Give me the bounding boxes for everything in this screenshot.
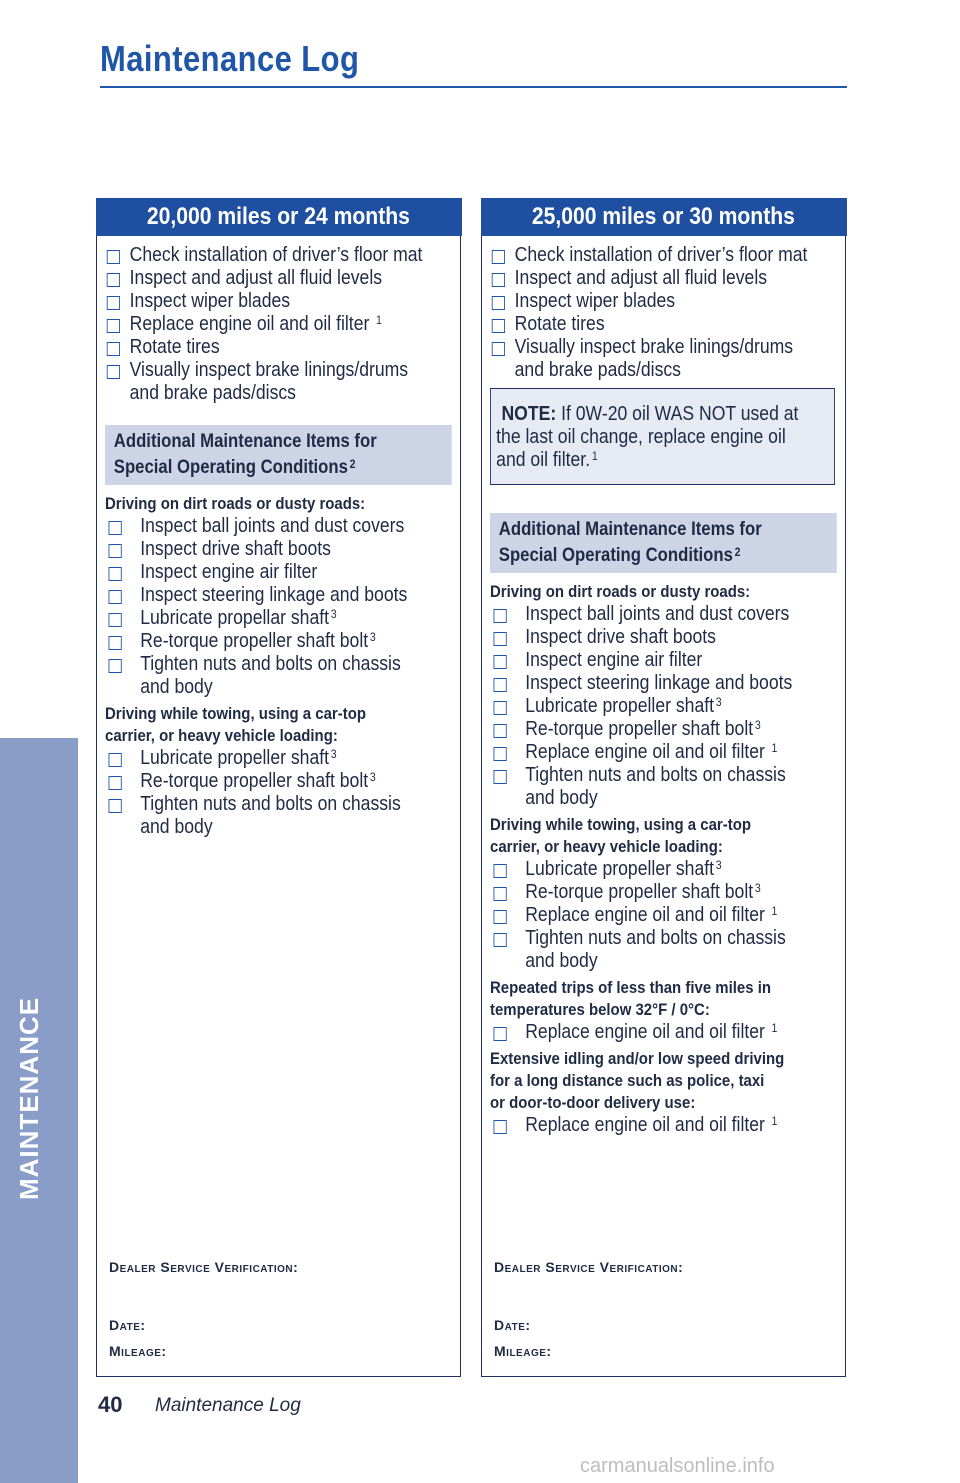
checklist-item-label: Replace engine oil and oil filter — [525, 903, 770, 926]
checkbox[interactable] — [109, 799, 122, 813]
checklist-item-label: Inspect ball joints and dust covers — [525, 602, 790, 625]
checkbox[interactable] — [107, 365, 120, 379]
checklist-item — [490, 244, 837, 267]
checkbox[interactable] — [109, 613, 122, 627]
checklist-item-label: Inspect engine air filter — [140, 560, 318, 583]
checklist — [105, 747, 452, 816]
note-box — [490, 388, 835, 485]
checklist-item — [105, 747, 452, 770]
checklist-item — [105, 290, 452, 313]
checklist-item — [490, 603, 837, 626]
item-continuation: and body — [140, 815, 213, 838]
checklist-item — [490, 626, 837, 649]
checklist — [490, 858, 837, 950]
checklist-item-label: Lubricate propellar shaft — [140, 606, 330, 629]
checklist-item — [490, 1114, 837, 1137]
checklist-item-label: Tighten nuts and bolts on chassis — [140, 652, 401, 675]
condition-heading: Driving on dirt roads or dusty roads: — [105, 493, 366, 513]
checklist-item-label: Tighten nuts and bolts on chassis — [140, 792, 401, 815]
checklist — [490, 603, 837, 787]
checklist-item-label: Re-torque propeller shaft bolt — [525, 717, 754, 740]
special-conditions-box — [105, 425, 452, 485]
watermark: carmanualsonline.info — [580, 1455, 775, 1477]
checklist-item — [105, 359, 452, 382]
checkbox[interactable] — [492, 342, 505, 356]
page-number: 40 — [98, 1392, 123, 1417]
checklist-item-label: Inspect and adjust all fluid levels — [514, 266, 768, 289]
special-title-2: Special Operating Conditions $^2$ — [498, 544, 741, 566]
checklist-item — [490, 741, 837, 764]
checklist-item — [105, 267, 452, 290]
checklist-item-label: Inspect wiper blades — [129, 289, 291, 312]
checklist-item-label: Tighten nuts and bolts on chassis — [525, 926, 786, 949]
checkbox[interactable] — [109, 590, 122, 604]
checklist-item — [105, 770, 452, 793]
checklist-item-label: Tighten nuts and bolts on chassis — [525, 763, 786, 786]
checklist-item — [490, 649, 837, 672]
checkbox[interactable] — [107, 250, 120, 264]
condition-heading: Driving on dirt roads or dusty roads: — [490, 581, 751, 601]
footnote-ref: 1 — [375, 312, 382, 327]
checkbox[interactable] — [494, 747, 507, 761]
checklist-item — [490, 1021, 837, 1044]
checklist-item-label: Inspect ball joints and dust covers — [140, 514, 405, 537]
mileage-label: Mileage: — [494, 1343, 552, 1359]
item-continuation: and body — [525, 786, 598, 809]
checkbox[interactable] — [109, 521, 122, 535]
checklist-item — [490, 695, 837, 718]
footnote-ref: 3 — [754, 880, 761, 895]
checkbox[interactable] — [494, 655, 507, 669]
checkbox[interactable] — [107, 273, 120, 287]
checkbox[interactable] — [494, 1027, 507, 1041]
checklist-item — [490, 313, 837, 336]
checklist-item-label: Replace engine oil and oil filter — [525, 1020, 770, 1043]
checkbox[interactable] — [494, 701, 507, 715]
checklist-item-label: Inspect drive shaft boots — [140, 537, 331, 560]
checklist-item — [105, 515, 452, 538]
checklist-item-label: Inspect and adjust all fluid levels — [129, 266, 383, 289]
item-continuation: and body — [525, 949, 598, 972]
date-label: Date: — [109, 1317, 146, 1333]
checklist-item — [105, 630, 452, 653]
checkbox[interactable] — [109, 567, 122, 581]
checkbox[interactable] — [494, 910, 507, 924]
checklist-item-label: Check installation of driver’s floor mat — [514, 243, 808, 266]
date-label: Date: — [494, 1317, 531, 1333]
special-title: Additional Maintenance Items for — [113, 430, 377, 452]
checkbox[interactable] — [494, 609, 507, 623]
checklist-item — [490, 858, 837, 881]
checklist-item-label: Re-torque propeller shaft bolt — [140, 769, 369, 792]
footnote-ref: 3 — [754, 717, 761, 732]
item-continuation: and body — [140, 675, 213, 698]
checklist-item-label: Visually inspect brake linings/drums — [514, 335, 794, 358]
checklist-item — [105, 538, 452, 561]
footnote-ref: 1 — [771, 1113, 778, 1128]
checkbox[interactable] — [492, 319, 505, 333]
note-text: and oil filter. $^1$ — [496, 448, 598, 471]
checklist-item — [105, 336, 452, 359]
checklist-item-label: Re-torque propeller shaft bolt — [525, 880, 754, 903]
checklist-item-label: Inspect engine air filter — [525, 648, 703, 671]
footnote-ref: 3 — [715, 857, 722, 872]
title-rule — [100, 86, 847, 88]
dealer-verification-label: Dealer Service Verification: — [494, 1259, 684, 1275]
checkbox[interactable] — [494, 1120, 507, 1134]
checklist-item-label: Inspect steering linkage and boots — [525, 671, 793, 694]
item-continuation: and brake pads/discs — [514, 358, 681, 381]
checklist-item-label: Rotate tires — [129, 335, 220, 358]
checklist-item-label: Rotate tires — [514, 312, 605, 335]
note-text: the last oil change, replace engine oil — [496, 425, 786, 448]
checklist-item — [105, 653, 452, 676]
footnote-ref: 1 — [771, 740, 778, 755]
checklist — [490, 1021, 837, 1044]
footnote-ref: 1 — [771, 903, 778, 918]
dealer-verification-label: Dealer Service Verification: — [109, 1259, 299, 1275]
checklist-item-label: Replace engine oil and oil filter — [129, 312, 375, 335]
condition-heading: Driving while towing, using a car-top carrier, or heavy vehicle loading: — [490, 814, 751, 856]
footnote-ref: 3 — [369, 769, 376, 784]
checkbox[interactable] — [109, 636, 122, 650]
checklist — [490, 1114, 837, 1137]
checkbox[interactable] — [494, 770, 507, 784]
footnote-ref: 3 — [330, 606, 337, 621]
checkbox[interactable] — [494, 724, 507, 738]
checklist-item-label: Lubricate propeller shaft — [525, 694, 715, 717]
checklist-item — [105, 561, 452, 584]
interval-column-25000 — [481, 198, 846, 1377]
page-footer-label: Maintenance Log — [155, 1395, 301, 1416]
checklist-item — [490, 927, 837, 950]
checkbox[interactable] — [494, 678, 507, 692]
checklist-item — [490, 764, 837, 787]
checkbox[interactable] — [107, 296, 120, 310]
checkbox[interactable] — [494, 864, 507, 878]
special-title: Additional Maintenance Items for — [498, 518, 762, 540]
checkbox[interactable] — [109, 753, 122, 767]
checklist-item — [105, 584, 452, 607]
footnote-ref: 1 — [771, 1020, 778, 1035]
checkbox[interactable] — [492, 296, 505, 310]
checklist-item — [490, 290, 837, 313]
checklist-item — [490, 881, 837, 904]
special-conditions-box — [490, 513, 837, 573]
interval-header: 25,000 miles or 30 months — [481, 198, 847, 236]
checkbox[interactable] — [492, 273, 505, 287]
checkbox[interactable] — [494, 933, 507, 947]
checklist — [105, 515, 452, 676]
checklist-item-label: Replace engine oil and oil filter — [525, 740, 770, 763]
interval-header: 20,000 miles or 24 months — [96, 198, 462, 236]
footnote-ref: 3 — [330, 746, 337, 761]
condition-heading: Driving while towing, using a car-top carrier, or heavy vehicle loading: — [105, 703, 366, 745]
note-text: If 0W-20 oil WAS NOT used at — [556, 402, 799, 425]
condition-heading: Extensive idling and/or low speed driving for a long distance such as police, taxi or door-to-door delivery use: — [490, 1048, 785, 1112]
checklist-item — [105, 244, 452, 267]
checklist-item — [490, 904, 837, 927]
checklist — [105, 244, 452, 382]
checkbox[interactable] — [492, 250, 505, 264]
mileage-label: Mileage: — [109, 1343, 167, 1359]
checkbox[interactable] — [109, 776, 122, 790]
checklist-item — [105, 313, 452, 336]
checklist-item-label: Lubricate propeller shaft — [140, 746, 330, 769]
checklist-item-label: Lubricate propeller shaft — [525, 857, 715, 880]
page-title: Maintenance Log — [100, 38, 360, 79]
checklist-item — [490, 336, 837, 359]
checklist-item-label: Replace engine oil and oil filter — [525, 1113, 770, 1136]
checkbox[interactable] — [107, 342, 120, 356]
side-tab-label: MAINTENANCE — [14, 996, 44, 1200]
checklist-item — [105, 793, 452, 816]
checklist-item — [490, 672, 837, 695]
special-title-2: Special Operating Conditions $^2$ — [113, 456, 356, 478]
checkbox[interactable] — [494, 632, 507, 646]
interval-column-20000 — [96, 198, 461, 1377]
checkbox[interactable] — [107, 319, 120, 333]
checklist-item — [105, 607, 452, 630]
footnote-ref: 3 — [715, 694, 722, 709]
checkbox[interactable] — [109, 659, 122, 673]
checklist — [490, 244, 837, 359]
checklist-item — [490, 718, 837, 741]
checkbox[interactable] — [109, 544, 122, 558]
item-continuation: and brake pads/discs — [129, 381, 296, 404]
checkbox[interactable] — [494, 887, 507, 901]
checklist-item — [490, 267, 837, 290]
checklist-item-label: Re-torque propeller shaft bolt — [140, 629, 369, 652]
note-label: NOTE: — [501, 402, 557, 425]
condition-heading: Repeated trips of less than five miles in temperatures below 32°F / 0°C: — [490, 977, 772, 1019]
checklist-item-label: Inspect wiper blades — [514, 289, 676, 312]
checklist-item-label: Inspect steering linkage and boots — [140, 583, 408, 606]
footnote-ref: 3 — [369, 629, 376, 644]
checklist-item-label: Check installation of driver’s floor mat — [129, 243, 423, 266]
checklist-item-label: Visually inspect brake linings/drums — [129, 358, 409, 381]
checklist-item-label: Inspect drive shaft boots — [525, 625, 716, 648]
